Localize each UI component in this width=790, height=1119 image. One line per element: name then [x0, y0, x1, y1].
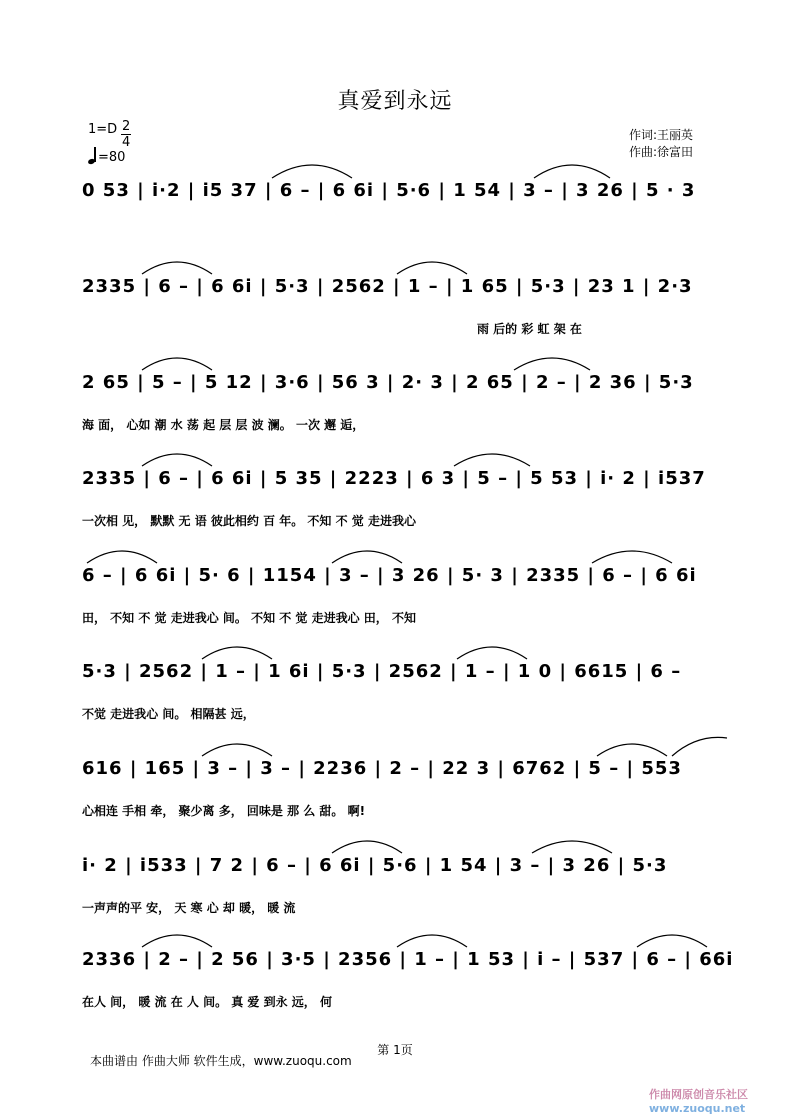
row-lyrics: 雨 后的 彩 虹 架 在: [477, 322, 582, 336]
page-title: 真爱到永远: [337, 89, 453, 114]
row-lyrics: 不觉 走进我心 间。 相隔甚 远，: [82, 707, 255, 721]
slur-marks: [82, 728, 732, 758]
page-number: 第 1页: [377, 1043, 413, 1057]
row-notes: 616 | 165 | 3 – | 3 – | 2236 | 2 – | 22 3 | 6762 | 5 – | 553: [82, 758, 682, 779]
watermark-name: 作曲网原创音乐社区: [649, 1088, 748, 1101]
row-lyrics: 海 面， 心如 潮 水 荡 起 层 层 波 澜。 一次 邂 逅，: [82, 418, 365, 432]
row-notes: 2335 | 6 – | 6 6i | 5·3 | 2562 | 1 – | 1 65 | 5·3 | 23 1 | 2·3: [82, 276, 693, 297]
lyricist: 作词:王丽英: [629, 128, 694, 142]
row-lyrics: 田， 不知 不 觉 走进我心 间。 不知 不 觉 走进我心 田， 不知: [82, 611, 416, 625]
slur-marks: [82, 919, 732, 949]
row-notes: 0 53 | i·2 | i5 37 | 6 – | 6 6i | 5·6 | 1 54 | 3 – | 3 26 | 5 · 3: [82, 180, 696, 201]
watermark-url: www.zuoqu.net: [649, 1102, 746, 1115]
row-lyrics: 心相连 手相 牵， 聚少离 多， 回味是 那 么 甜。 啊!: [82, 804, 366, 818]
row-notes: 2335 | 6 – | 6 6i | 5 35 | 2223 | 6 3 | 5 – | 5 53 | i· 2 | i537: [82, 468, 706, 489]
row-notes: i· 2 | i533 | 7 2 | 6 – | 6 6i | 5·6 | 1 54 | 3 – | 3 26 | 5·3: [82, 855, 668, 876]
time-signature-top: 2: [122, 119, 131, 134]
row-lyrics: 一声声的平 安， 天 寒 心 却 暖， 暖 流: [82, 901, 296, 915]
slur-marks: [82, 246, 732, 276]
row-notes: 5·3 | 2562 | 1 – | 1 6i | 5·3 | 2562 | 1 – | 1 0 | 6615 | 6 –: [82, 661, 682, 682]
slur-marks: [82, 150, 732, 180]
slur-marks: [82, 535, 732, 565]
generator-note: 本曲谱由 作曲大师 软件生成，www.zuoqu.com: [90, 1054, 352, 1068]
watermark: [649, 1086, 748, 1115]
slur-marks: [82, 438, 732, 468]
row-lyrics: 一次相 见， 默默 无 语 彼此相约 百 年。 不知 不 觉 走进我心: [82, 514, 416, 528]
slur-marks: [82, 825, 732, 855]
row-lyrics: 在人 间， 暖 流 在 人 间。 真 爱 到永 远， 何: [82, 995, 332, 1009]
time-signature-bottom: 4: [122, 135, 131, 150]
row-notes: 2336 | 2 – | 2 56 | 3·5 | 2356 | 1 – | 1 53 | i – | 537 | 6 – | 66i: [82, 949, 734, 970]
slur-marks: [82, 631, 732, 661]
composer: 作曲:徐富田: [629, 145, 694, 159]
key-signature: 1=D: [88, 122, 118, 137]
row-notes: 2 65 | 5 – | 5 12 | 3·6 | 56 3 | 2· 3 | 2 65 | 2 – | 2 36 | 5·3: [82, 372, 694, 393]
slur-marks: [82, 342, 732, 372]
tempo-value: =80: [98, 150, 126, 165]
row-notes: 6 – | 6 6i | 5· 6 | 1154 | 3 – | 3 26 | 5· 3 | 2335 | 6 – | 6 6i: [82, 565, 697, 586]
